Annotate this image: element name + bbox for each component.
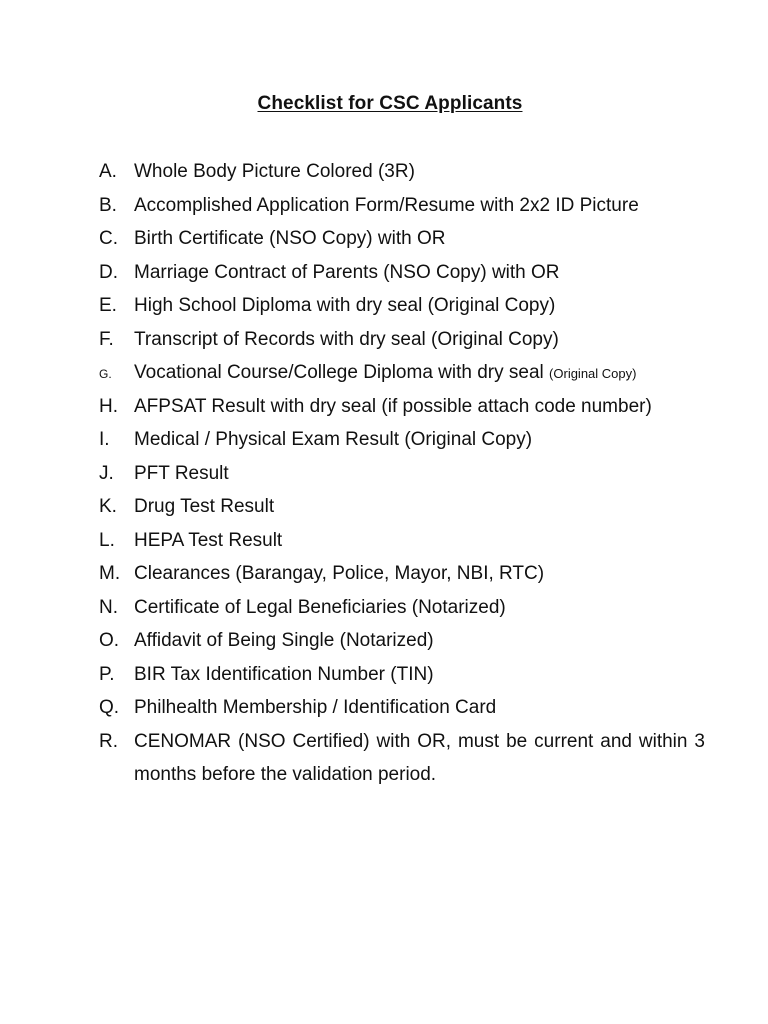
item-text: AFPSAT Result with dry seal (if possible attach code number): [134, 395, 652, 417]
item-text: PFT Result: [134, 462, 229, 484]
checklist-item-a: [99, 159, 705, 193]
item-text: High School Diploma with dry seal (Original Copy): [134, 295, 556, 316]
item-letter: M.: [99, 563, 121, 584]
checklist-item-b: [99, 193, 705, 227]
item-letter: L.: [99, 529, 115, 551]
checklist-item-n: [99, 595, 705, 629]
item-letter: I.: [99, 429, 110, 450]
item-text: Accomplished Application Form/Resume with 2x2 ID Picture: [134, 194, 639, 216]
item-text: BIR Tax Identification Number (TIN): [134, 663, 434, 685]
checklist-item-k: [99, 494, 705, 528]
item-letter: A.: [99, 161, 117, 182]
checklist-item-j: [99, 461, 705, 495]
item-letter: F.: [99, 328, 114, 350]
item-text: Whole Body Picture Colored (3R): [134, 161, 415, 182]
checklist-item-i: [99, 427, 705, 461]
item-letter: E.: [99, 295, 117, 316]
checklist-item-e: [99, 293, 705, 327]
item-letter: P.: [99, 663, 115, 685]
item-letter: G.: [99, 367, 112, 381]
item-letter: K.: [99, 496, 117, 517]
item-text: Transcript of Records with dry seal (Original Copy): [134, 328, 559, 350]
item-letter: B.: [99, 194, 117, 216]
item-text: Drug Test Result: [134, 496, 275, 517]
item-text: CENOMAR (NSO Certified) with OR, must be current and within 3 months before the validation period.: [134, 730, 705, 785]
item-text: Philhealth Membership / Identification Card: [134, 697, 497, 718]
checklist-item-g: [99, 360, 705, 394]
item-text: Marriage Contract of Parents (NSO Copy) with OR: [134, 261, 560, 283]
checklist-item-l: [99, 528, 705, 562]
item-text-wrapper: [134, 360, 705, 387]
checklist-item-q: [99, 695, 705, 729]
item-letter: J.: [99, 462, 114, 484]
item-text: Certificate of Legal Beneficiaries (Notarized): [134, 596, 506, 618]
item-letter: D.: [99, 261, 118, 283]
checklist-item-f: [99, 327, 705, 361]
item-letter: Q.: [99, 697, 120, 718]
item-letter: C.: [99, 228, 118, 249]
item-text: HEPA Test Result: [134, 529, 283, 551]
page-title: Checklist for CSC Applicants: [257, 93, 523, 114]
item-text: Affidavit of Being Single (Notarized): [134, 630, 434, 651]
item-note: (Original Copy): [549, 366, 637, 381]
item-text: Vocational Course/College Diploma with dry seal: [134, 362, 544, 383]
checklist-item-o: [99, 628, 705, 662]
item-letter: H.: [99, 395, 118, 417]
checklist-item-c: [99, 226, 705, 260]
item-letter: N.: [99, 596, 118, 618]
item-text: Medical / Physical Exam Result (Original Copy): [134, 429, 533, 450]
checklist-item-p: [99, 662, 705, 696]
checklist: [99, 159, 705, 792]
checklist-item-h: [99, 394, 705, 428]
checklist-item-m: [99, 561, 705, 595]
item-letter: R.: [99, 730, 118, 752]
checklist-item-d: [99, 260, 705, 294]
checklist-item-r: [99, 729, 705, 792]
item-letter: O.: [99, 630, 120, 651]
item-text: Birth Certificate (NSO Copy) with OR: [134, 228, 446, 249]
item-text: Clearances (Barangay, Police, Mayor, NBI, RTC): [134, 563, 545, 584]
